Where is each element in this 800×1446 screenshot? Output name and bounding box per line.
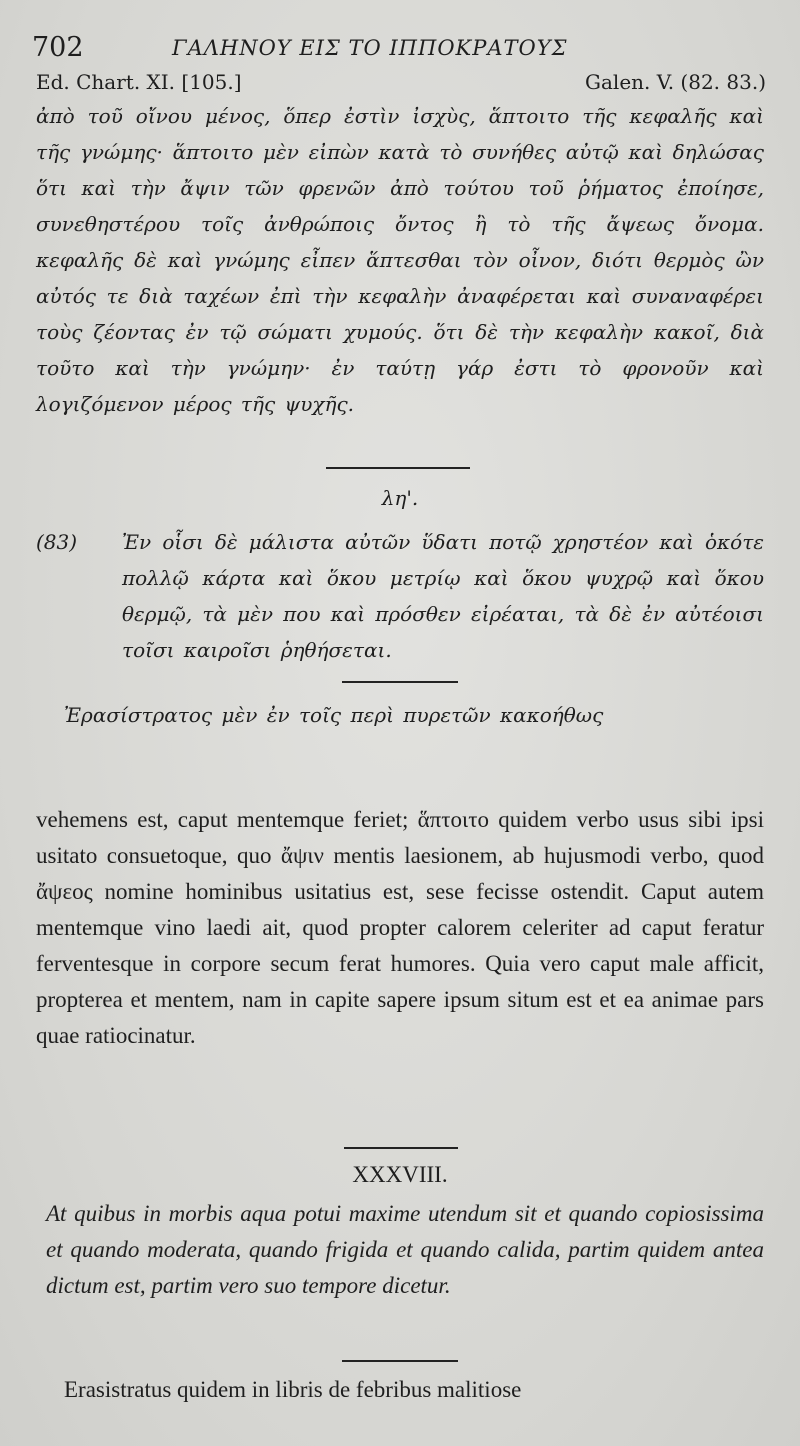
greek-aphorism-text: Ἐν οἷσι δὲ μάλιστα αὐτῶν ὕδατι ποτῷ χρηστέον καὶ ὁκότε πολλῷ κάρτα καὶ ὅκου μετρίῳ καὶ ὅκου ψυχρῷ καὶ ὅκου θερμῷ, τὰ μὲν που καὶ πρόσθεν εἰρέαται, τὰ δὲ ἐν αὐτέοισι τοῖσι καιροῖσι ῥηθήσεται.	[122, 530, 764, 662]
greek-aphorism	[36, 524, 764, 668]
latin-commentary-paragraph: vehemens est, caput mentemque feriet; ἅπτοιτο quidem verbo usus sibi ipsi usitato consuetoque, quo ἄψιν mentis laesionem, ab hujusmodi verbo, quod ἄψεος nomine hominibus usitatius est, sese fecisse ostendit. Caput autem mentemque vino laedi ait, quod propter calorem celeriter ad caput feratur ferventesque in corpore secum ferat humores. Quia vero caput male afficit, propterea et mentem, nam in capite sapere ipsum situm est et ea animae pars quae ratiocinatur.	[36, 807, 764, 1048]
greek-commentary-start: Ἐρασίστρατος μὲν ἐν τοῖς περὶ πυρετῶν κακοήθως	[64, 703, 604, 727]
edition-reference-left: Ed. Chart. XI. [105.]	[36, 70, 242, 94]
edition-reference-line	[36, 70, 766, 98]
section-divider	[326, 467, 470, 469]
greek-commentary-paragraph: ἀπὸ τοῦ οἴνου μένος, ὅπερ ἐστὶν ἰσχὺς, ἅπτοιτο τῆς κεφαλῆς καὶ τῆς γνώμης· ἅπτοιτο μὲν εἰπὼν κατὰ τὸ συνήθες αὐτῷ καὶ δηλώσας ὅτι καὶ τὴν ἄψιν τῶν φρενῶν ἀπὸ τούτου τοῦ ῥήματος ἐποίησε, συνεθηστέρου τοῖς ἀνθρώποις ὄντος ἢ τὸ τῆς ἄψεως ὄνομα. κεφαλῆς δὲ καὶ γνώμης εἶπεν ἅπτεσθαι τὸν οἶνον, διότι θερμὸς ὢν αὐτός τε διὰ ταχέων ἐπὶ τὴν κεφαλὴν ἀναφέρεται καὶ συναναφέρει τοὺς ζέοντας ἐν τῷ σώματι χυμούς. ὅτι δὲ τὴν κεφαλὴν κακοῖ, διὰ τοῦτο καὶ τὴν γνώμην· ἐν ταύτῃ γάρ ἐστι τὸ φρονοῦν καὶ λογιζόμενον μέρος τῆς ψυχῆς.	[36, 104, 764, 416]
page-header	[32, 30, 768, 66]
running-title: ΓΑΛΗΝΟΥ ΕΙΣ ΤΟ ΙΠΠΟΚΡΑΤΟΥΣ	[172, 36, 568, 60]
latin-aphorism: At quibus in morbis aqua potui maxime utendum sit et quando copiosissima et quando moderata, quando frigida et quando calida, partim quidem antea dictum est, partim vero suo tempore dicetur.	[46, 1201, 764, 1298]
latin-section-heading: XXXVIII.	[352, 1162, 448, 1187]
edition-reference-right: Galen. V. (82. 83.)	[585, 70, 766, 94]
greek-section-heading: λη'.	[381, 486, 419, 510]
section-divider	[342, 1360, 458, 1362]
page-number: 702	[32, 32, 84, 63]
aphorism-number: (83)	[36, 530, 78, 554]
latin-commentary-start: Erasistratus quidem in libris de febribus malitiose	[64, 1377, 522, 1402]
section-divider	[342, 681, 458, 683]
section-divider	[344, 1147, 458, 1149]
